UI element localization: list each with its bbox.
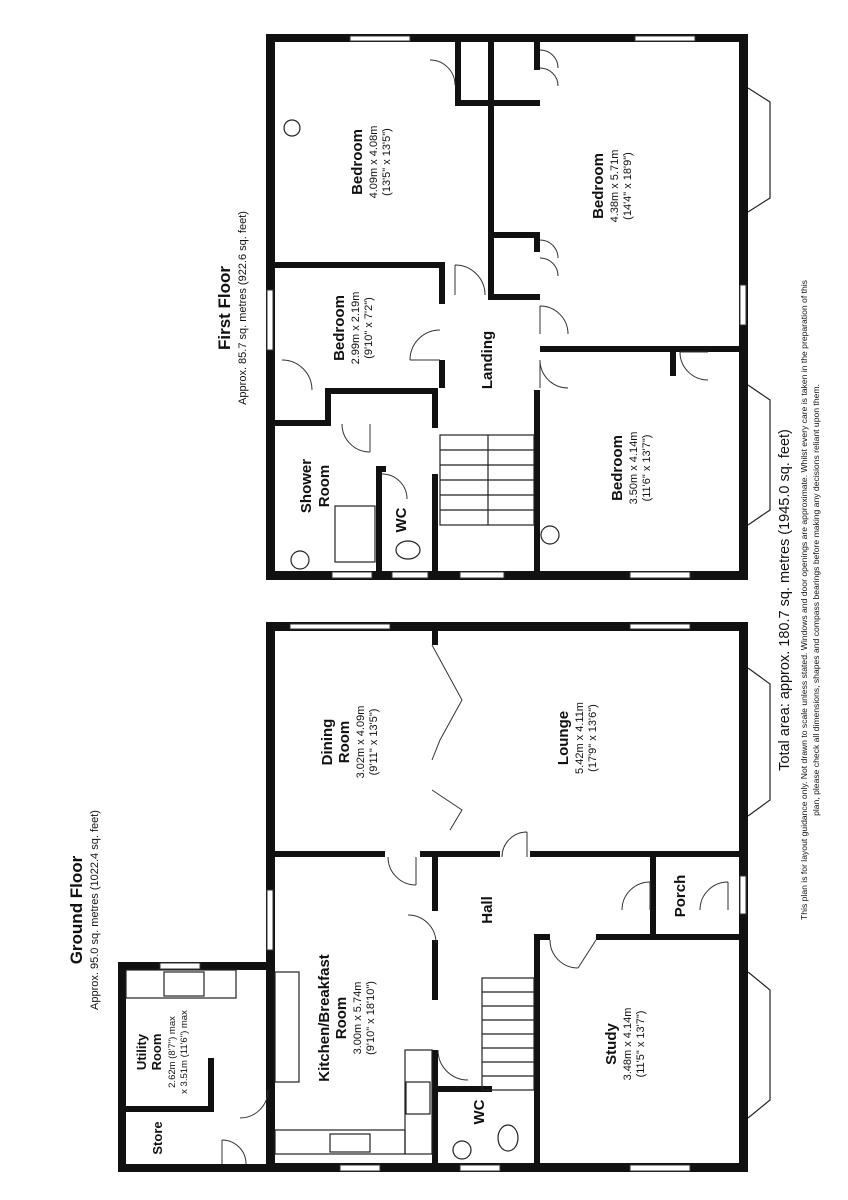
room-label-bedroom-rear (609, 432, 653, 505)
window (635, 36, 695, 41)
door (438, 1050, 468, 1080)
wall (534, 934, 550, 940)
first-floor-area: Approx. 85.7 sq. metres (922.6 sq. feet) (237, 211, 249, 405)
first-floor-heading (215, 211, 249, 405)
wall (488, 42, 494, 300)
door (432, 790, 462, 830)
window (740, 285, 746, 325)
room-dimensions-imperial: (17'9" x 13'6") (587, 704, 599, 772)
door (430, 60, 455, 85)
door (342, 424, 370, 452)
window (630, 572, 690, 578)
room-name: Bedroom (609, 435, 626, 501)
room-name: Store (150, 1121, 165, 1155)
bay-window (748, 88, 770, 212)
wall (534, 934, 540, 1164)
wall (438, 1086, 492, 1092)
door (622, 882, 650, 910)
wall (275, 851, 385, 857)
wall (118, 1164, 275, 1172)
door (540, 240, 558, 276)
door (540, 360, 568, 388)
window (267, 890, 273, 950)
window (460, 1165, 500, 1171)
bay-window (748, 385, 770, 525)
window (350, 36, 410, 41)
room-dimensions-metric: 4.09m x 4.08m (368, 125, 380, 199)
wall (438, 851, 500, 857)
room-dimensions-imperial: (11'6" x 13'7") (641, 434, 653, 502)
room-name: Bedroom (349, 129, 366, 195)
wall (376, 466, 382, 572)
room-dimensions-imperial: (14'4" x 18'9") (622, 152, 634, 220)
disclaimer-line: plan, please check all dimensions, shapes and compass bearings before making any decisions reliant upon them. (811, 384, 821, 816)
wall (432, 474, 438, 572)
room-dimensions-imperial: (13'5" x 13'5") (381, 128, 393, 196)
window (160, 963, 200, 969)
wall (455, 42, 461, 106)
window (740, 876, 746, 914)
bay-window (748, 972, 770, 1118)
wall (275, 420, 325, 426)
window (332, 572, 372, 578)
wall (670, 346, 676, 376)
room-label-landing (479, 331, 496, 389)
room-label-utility (134, 1010, 190, 1094)
wall (530, 851, 740, 857)
wall (439, 262, 445, 304)
room-name: Landing (479, 330, 496, 390)
wall (325, 388, 435, 394)
staircase (482, 978, 534, 1090)
room-name: Lounge (555, 710, 572, 766)
room-label-shower-room (298, 459, 333, 513)
window (392, 572, 428, 578)
sink (164, 972, 204, 996)
wall (540, 346, 740, 352)
hob (406, 1082, 430, 1114)
wall (376, 466, 386, 472)
basin (291, 551, 309, 569)
ground-floor-heading (67, 810, 101, 1010)
room-name: Shower (298, 458, 315, 514)
window (630, 624, 690, 629)
door (700, 882, 728, 910)
room-dimensions-imperial: (9'10" x 18'10") (365, 981, 377, 1055)
window (267, 290, 273, 350)
room-dimensions-metric: 3.50m x 4.14m (628, 431, 640, 505)
wall (275, 262, 445, 268)
wall (534, 232, 540, 252)
wall (494, 232, 540, 238)
staircase (440, 435, 534, 525)
room-name: Dining (319, 718, 336, 766)
door (240, 1090, 268, 1118)
door (455, 265, 485, 295)
room-label-study (603, 1008, 647, 1081)
wall (439, 360, 445, 388)
basin (284, 120, 300, 136)
door (680, 352, 708, 380)
room-dimensions-imperial: x 3.51m (11'6") max (179, 1010, 190, 1094)
room-dimensions-metric: 4.38m x 5.71m (609, 149, 621, 223)
wall (534, 390, 540, 572)
room-name: WC (471, 1099, 488, 1125)
wall (432, 631, 438, 645)
room-dimensions-metric: 2.99m x 2.19m (350, 291, 362, 365)
room-dimensions-imperial: (11'5" x 13'7") (635, 1010, 647, 1078)
toilet (498, 1125, 518, 1151)
room-name: WC (393, 507, 410, 533)
room-dimensions-metric: 3.02m x 4.09m (355, 705, 367, 779)
sink (330, 1134, 370, 1152)
door (222, 1140, 246, 1164)
room-name: Study (603, 1023, 620, 1065)
door (502, 832, 527, 857)
room-name: Bedroom (590, 153, 607, 219)
ground-floor-title: Ground Floor (67, 855, 86, 965)
door (282, 360, 312, 390)
door (388, 857, 416, 885)
wall (208, 1058, 214, 1112)
room-name: Kitchen/Breakfast (316, 954, 333, 1082)
disclaimer-line: This plan is for layout guidance only. Not drawn to scale unless stated. Windows and door openings are approximate. Whilst every care is taken in the preparation of this (799, 280, 809, 920)
bay-window (748, 668, 770, 816)
wall (432, 388, 438, 428)
room-name: Room (333, 996, 350, 1040)
room-label-wc-first (393, 507, 410, 532)
wall (432, 851, 438, 911)
worktop (275, 972, 299, 1082)
room-dimensions-metric: 5.42m x 4.11m (574, 702, 586, 774)
wall (432, 940, 438, 1000)
room-name: Hall (479, 896, 496, 924)
room-label-hall (479, 896, 496, 924)
room-dimensions-metric: 2.62m (8'7") max (167, 1016, 178, 1088)
door (540, 50, 558, 86)
room-name: Porch (672, 874, 689, 918)
room-name: Room (336, 720, 353, 764)
door (540, 306, 568, 334)
first-floor-title: First Floor (215, 265, 234, 351)
door (550, 940, 596, 968)
wall (494, 100, 540, 106)
wall (432, 1050, 438, 1163)
door (432, 645, 462, 760)
worktop (405, 1050, 432, 1154)
wall (118, 962, 126, 1172)
room-label-dining (319, 706, 380, 779)
worktop (126, 970, 236, 998)
wall (650, 857, 656, 937)
wall (494, 294, 540, 300)
footer-notes (777, 280, 821, 920)
shower-tray (335, 506, 375, 562)
room-label-bedroom-front-left (349, 126, 393, 199)
room-label-store (150, 1121, 165, 1154)
window (460, 572, 504, 578)
wall (534, 42, 540, 70)
room-label-bedroom-small (331, 292, 375, 365)
room-dimensions-metric: 3.48m x 4.14m (622, 1007, 634, 1081)
room-label-porch (672, 875, 689, 918)
basin (453, 1141, 471, 1159)
toilet (396, 541, 420, 559)
room-name: Room (149, 1033, 164, 1071)
room-label-wc-ground (471, 1099, 488, 1124)
door (410, 330, 440, 360)
door (382, 474, 407, 499)
room-name: Room (316, 464, 333, 508)
room-dimensions-imperial: (9'10" x 7'2") (363, 297, 375, 359)
wall (126, 1106, 214, 1112)
room-name: Utility (134, 1033, 149, 1071)
door (408, 915, 436, 943)
wall (455, 100, 495, 106)
room-dimensions-imperial: (9'11" x 13'5") (368, 708, 380, 776)
total-area: Total area: approx. 180.7 sq. metres (1945.0 sq. feet) (777, 429, 793, 771)
window (630, 1165, 690, 1171)
room-dimensions-metric: 3.00m x 5.74m (352, 981, 364, 1055)
basin (541, 526, 559, 544)
window (340, 1165, 380, 1171)
room-label-kitchen (316, 954, 377, 1082)
room-label-bedroom-front-right (590, 150, 634, 223)
wall (596, 934, 740, 940)
room-label-lounge (555, 702, 599, 774)
window (290, 624, 390, 629)
ground-floor-area: Approx. 95.0 sq. metres (1022.4 sq. feet) (89, 810, 101, 1010)
room-name: Bedroom (331, 295, 348, 361)
